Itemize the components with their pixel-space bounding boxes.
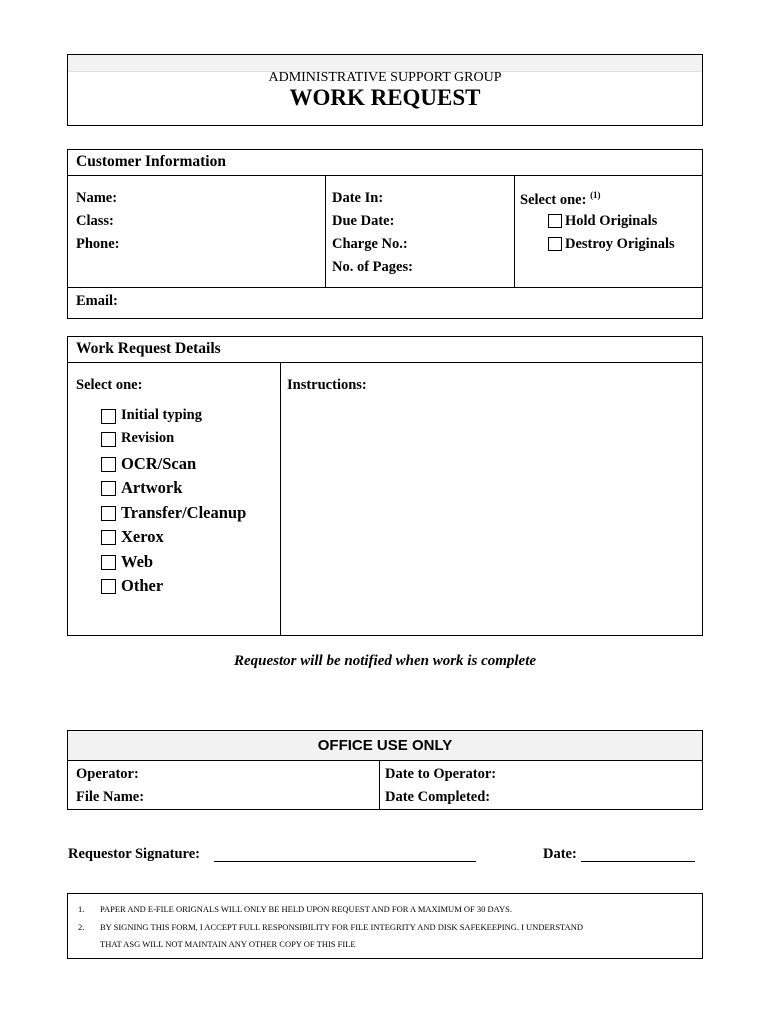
web-checkbox[interactable] — [101, 555, 116, 570]
transfer-cleanup-checkbox[interactable] — [101, 506, 116, 521]
xerox-label: Xerox — [121, 527, 164, 546]
select-one-label: Select one: — [520, 191, 587, 208]
divider — [68, 287, 702, 288]
signature-label: Requestor Signature: — [68, 846, 200, 862]
note-number: 2. — [78, 922, 85, 932]
email-field[interactable]: Email: — [76, 293, 118, 309]
date-in-field[interactable]: Date In: — [332, 190, 384, 206]
footnote-marker: (1) — [590, 190, 601, 200]
work-type-select-label: Select one: — [76, 377, 143, 393]
notes-box — [67, 893, 703, 959]
divider — [325, 175, 326, 287]
note-number: 1. — [78, 904, 85, 914]
initial-typing-label: Initial typing — [121, 407, 202, 423]
web-label: Web — [121, 552, 154, 571]
divider — [379, 760, 380, 810]
artwork-checkbox[interactable] — [101, 481, 116, 496]
divider — [68, 760, 702, 761]
xerox-checkbox[interactable] — [101, 530, 116, 545]
other-checkbox[interactable] — [101, 579, 116, 594]
class-field[interactable]: Class: — [76, 213, 114, 229]
signature-line[interactable] — [214, 861, 476, 862]
details-section-title: Work Request Details — [76, 340, 221, 357]
phone-field[interactable]: Phone: — [76, 236, 120, 252]
note-text: BY SIGNING THIS FORM, I ACCEPT FULL RESPONSIBILITY FOR FILE INTEGRITY AND DISK SAFEKEEPING. I UNDERSTAND — [100, 922, 583, 932]
charge-no-field[interactable]: Charge No.: — [332, 236, 408, 252]
pages-field[interactable]: No. of Pages: — [332, 259, 413, 275]
revision-checkbox[interactable] — [101, 432, 116, 447]
other-label: Other — [121, 576, 164, 595]
due-date-field[interactable]: Due Date: — [332, 213, 395, 229]
revision-label: Revision — [121, 430, 175, 446]
form-title: WORK REQUEST — [289, 85, 481, 110]
artwork-label: Artwork — [121, 478, 183, 497]
ocr-scan-label: OCR/Scan — [121, 454, 197, 473]
file-name-field[interactable]: File Name: — [76, 789, 145, 805]
signature-date-line[interactable] — [581, 861, 695, 862]
date-to-operator-field[interactable]: Date to Operator: — [385, 766, 497, 782]
form-header — [67, 54, 703, 126]
work-request-details-section — [67, 336, 703, 636]
hold-originals-label: Hold Originals — [565, 213, 658, 229]
office-use-section — [67, 730, 703, 810]
signature-date-label: Date: — [543, 846, 577, 862]
office-section-title: OFFICE USE ONLY — [317, 737, 453, 754]
divider — [68, 175, 702, 176]
header-subtitle: ADMINISTRATIVE SUPPORT GROUP — [268, 70, 502, 85]
note-text-continued: THAT ASG WILL NOT MAINTAIN ANY OTHER COPY OF THIS FILE — [100, 939, 356, 949]
completion-notice: Requestor will be notified when work is complete — [233, 653, 537, 669]
initial-typing-checkbox[interactable] — [101, 409, 116, 424]
hold-originals-checkbox[interactable] — [548, 214, 562, 228]
destroy-originals-checkbox[interactable] — [548, 237, 562, 251]
divider — [514, 175, 515, 287]
divider — [280, 362, 281, 636]
destroy-originals-label: Destroy Originals — [565, 236, 675, 252]
note-text: PAPER AND E-FILE ORIGNALS WILL ONLY BE HELD UPON REQUEST AND FOR A MAXIMUM OF 30 DAYS. — [100, 904, 512, 914]
operator-field[interactable]: Operator: — [76, 766, 139, 782]
name-field[interactable]: Name: — [76, 190, 118, 206]
ocr-scan-checkbox[interactable] — [101, 457, 116, 472]
divider — [68, 362, 702, 363]
instructions-field[interactable]: Instructions: — [287, 377, 367, 393]
originals-select-label — [520, 190, 601, 209]
customer-section-title: Customer Information — [76, 153, 226, 170]
transfer-cleanup-label: Transfer/Cleanup — [121, 503, 247, 522]
date-completed-field[interactable]: Date Completed: — [385, 789, 491, 805]
customer-information-section — [67, 149, 703, 319]
